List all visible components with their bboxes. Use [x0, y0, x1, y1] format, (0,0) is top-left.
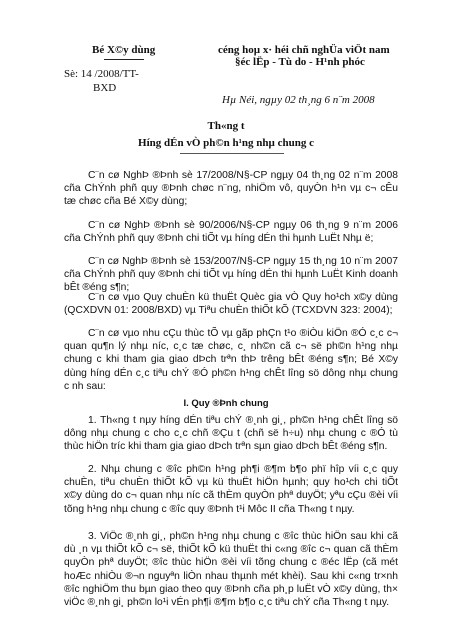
preamble-paragraph-4: C¨n cø vµo Quy chuÈn kü thuËt Quèc gia vÒ Quy ho¹ch x©y dùng (QCXDVN 01: 2008/BXD) vµ Tiªu chuÈn thiÕt kÕ (TCXDVN 323: 2004);	[64, 292, 398, 317]
document-type: Th«ng t	[207, 120, 245, 132]
document-subject: Híng dÉn vÒ ph©n h¹ng nhµ chung c	[138, 137, 314, 149]
document-number: Sè: 14 /2008/TT-	[64, 68, 139, 80]
section-item-1: 1. Th«ng t nµy híng dÉn tiªu chÝ ®¸nh gi¸, ph©n h¹ng chÊt lîng sö dông nhµ chung c cho c¸c chñ ®Çu t (chñ së h÷u) nhµ chung c ®Ó tù thùc hiÖn tríc khi tham gia giao dÞch trªn sµn giao dÞch bÊt ®éng s¶n.	[64, 415, 398, 453]
document-number-suffix: BXD	[93, 82, 117, 94]
country-name: céng hoµ x· héi chñ nghÜa viÖt nam	[218, 44, 390, 56]
section-item-2: 2. Nhµ chung c ®îc ph©n h¹ng ph¶i ®¶m b¶o phï hîp víi c¸c quy chuÈn, tiªu chuÈn thiÕt kÕ vµ kü thuËt hiÖn hµnh; quy ho¹ch chi tiÕt x©y dùng do c¬ quan nhµ níc cã thÈm quyÒn phª duyÖt; yªu cÇu ®èi víi tõng h¹ng nhµ chung c ®îc quy ®Þnh t¹i Môc II cña Th«ng t nµy.	[64, 464, 398, 515]
ministry-name: Bé X©y dùng	[92, 44, 156, 56]
section-heading: I. Quy ®Þnh chung	[183, 398, 269, 409]
preamble-paragraph-2: C¨n cø NghÞ ®Þnh sè 90/2006/N§-CP ngµy 06 th¸ng 9 n¨m 2006 cña ChÝnh phñ quy ®Þnh chi tiÕt vµ híng dÉn thi hµnh LuËt Nhµ ë;	[64, 220, 398, 245]
national-motto: §éc lËp - Tù do - H¹nh phóc	[235, 56, 365, 68]
title-underline	[180, 153, 284, 154]
preamble-paragraph-5: C¨n cø vµo nhu cÇu thùc tÕ vµ gãp phÇn t¹o ®iÒu kiÖn ®Ó c¸c c¬ quan qu¶n lý nhµ níc, c¸c tæ chøc, c¸ nh©n cã c¬ së ph©n h¹ng nhµ chung c khi tham gia giao dÞch trªn thÞ trêng bÊt ®éng s¶n; Bé X©y dùng híng dÉn c¸c tiªu chÝ ®Ó ph©n h¹ng chÊt lîng sö dông nhµ chung c nh sau:	[64, 328, 398, 392]
ministry-underline	[104, 59, 144, 60]
section-item-3: 3. ViÖc ®¸nh gi¸, ph©n h¹ng nhµ chung c ®îc thùc hiÖn sau khi cã dù ¸n vµ thiÕt kÕ c¬ së, thiÕt kÕ kü thuËt thi c«ng ®îc c¬ quan cã thÈm quyÒn phª duyÖt; ®îc thùc hiÖn ®èi víi tõng chung c ®éc lËp (cã mét hoÆc nhiÒu ®¬n nguyªn liÒn nhau thµnh mét khèi). Sau khi c«ng tr×nh ®îc nghiÖm thu bµn giao theo quy ®Þnh cña ph¸p luËt vÒ x©y dùng, th× viÖc ®¸nh gi¸ ph©n lo¹i vÉn ph¶i ®¶m b¶o c¸c tiªu chÝ cña Th«ng t nµy.	[64, 531, 398, 609]
preamble-paragraph-1: C¨n cø NghÞ ®Þnh sè 17/2008/N§-CP ngµy 04 th¸ng 02 n¨m 2008 cña ChÝnh phñ quy ®Þnh chøc n¨ng, nhiÖm vô, quyÒn h¹n vµ c¬ cÊu tæ chøc cña Bé X©y dùng;	[64, 170, 398, 208]
preamble-paragraph-3: C¨n cø NghÞ ®Þnh sè 153/2007/N§-CP ngµy 15 th¸ng 10 n¨m 2007 cña ChÝnh phñ quy ®Þnh chi tiÕt vµ híng dÉn thi hµnh LuËt Kinh doanh bÊt ®éng s¶n;	[64, 256, 398, 294]
issue-date: Hµ Néi, ngµy 02 th¸ng 6 n¨m 2008	[222, 94, 375, 106]
